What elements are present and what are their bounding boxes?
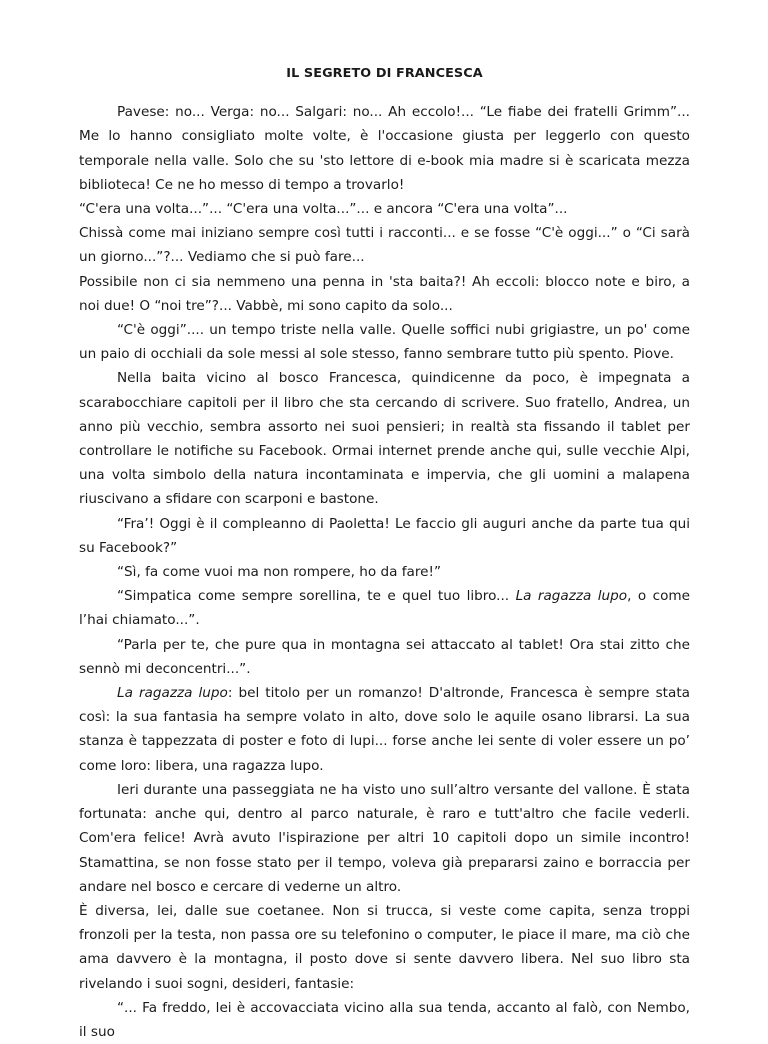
paragraph-text: Chissà come mai iniziano sempre così tutti i racconti... e se fosse “C'è oggi...” o “Ci sarà un giorno...”?... Vediamo che si può fare... — [79, 225, 690, 266]
paragraph — [79, 221, 690, 269]
paragraph — [79, 366, 690, 511]
paragraph-text: Nella baita vicino al bosco Francesca, quindicenne da poco, è impegnata a scarabocchiare capitoli per il libro che sta cercando di scrivere. Suo fratello, Andrea, un anno più vecchio, sembra assorto nei suoi pensieri; in realtà sta fissando il tablet per controllare le notifiche su Facebook. Ormai internet prende anche qui, sulle vecchie Alpi, una volta simbolo della natura incontaminata e impervia, che gli uomini a malapena riuscivano a sfidare con scarponi e bastone. — [79, 370, 690, 508]
paragraph-text: “C'è oggi”.... un tempo triste nella valle. Quelle soffici nubi grigiastre, un po' come un paio di occhiali da sole messi al sole stesso, fanno sembrare tutto più spento. Piove. — [79, 322, 690, 363]
document-body — [79, 100, 690, 1044]
paragraph-text: “... Fa freddo, lei è accovacciata vicino alla sua tenda, accanto al falò, con Nembo, il suo — [79, 999, 690, 1040]
document-page — [79, 62, 690, 1044]
paragraph-text: “Simpatica come sempre sorellina, te e quel tuo libro... — [117, 588, 516, 605]
paragraph-text: : bel titolo per un romanzo! D'altronde, Francesca è sempre stata così: la sua fantasia ha sempre volato in alto, dove solo le aquile osano librarsi. La sua stanza è tappezzata di poster e foto di lupi... forse anche lei sente di voler essere un po’ come loro: libera, una ragazza lupo. — [79, 685, 690, 774]
paragraph — [79, 899, 690, 996]
paragraph-text: “Fra’! Oggi è il compleanno di Paoletta! Le faccio gli auguri anche da parte tua qui su Facebook?” — [79, 515, 690, 556]
document-title: IL SEGRETO DI FRANCESCA — [286, 66, 483, 81]
paragraph-text: Pavese: no... Verga: no... Salgari: no... Ah eccolo!... “Le fiabe dei fratelli Grimm”... Me lo hanno consigliato molte volte, è l'occasione giusta per leggerlo con questo temporale nella valle. Solo che su 'sto lettore di e-book mia madre si è scaricata mezza biblioteca! Ce ne ho messo di tempo a trovarlo! — [79, 104, 690, 193]
paragraph — [79, 681, 690, 778]
paragraph-text: , o come l’hai chiamato...”. — [79, 588, 690, 629]
paragraph-text: “Sì, fa come vuoi ma non rompere, ho da fare!” — [117, 564, 442, 581]
paragraph-text: È diversa, lei, dalle sue coetanee. Non si trucca, si veste come capita, senza troppi fronzoli per la testa, non passa ore su telefonino o computer, le piace il mare, ma ciò che ama davvero è la montagna, il posto dove si sente davvero libera. Nel suo libro sta rivelando i suoi sogni, desideri, fantasie: — [79, 902, 690, 992]
paragraph-text: “Parla per te, che pure qua in montagna sei attaccato al tablet! Ora stai zitto che sennò mi deconcentri...”. — [79, 636, 690, 677]
paragraph — [79, 512, 690, 560]
paragraph — [79, 633, 690, 681]
paragraph — [79, 560, 690, 584]
italic-text: La ragazza lupo — [117, 685, 228, 702]
paragraph — [79, 584, 690, 632]
paragraph — [79, 270, 690, 318]
paragraph-text: Ieri durante una passeggiata ne ha visto uno sull’altro versante del vallone. È stata fortunata: anche qui, dentro al parco naturale, è raro e tutt'altro che facile vederli. Com'era felice! Avrà avuto l'ispirazione per altri 10 capitoli dopo un simile incontro! Stamattina, se non fosse stato per il tempo, voleva già prepararsi zaino e borraccia per andare nel bosco e cercare di vederne un altro. — [79, 781, 690, 895]
paragraph — [79, 197, 690, 221]
paragraph — [79, 100, 690, 197]
paragraph — [79, 996, 690, 1044]
paragraph-text: “C'era una volta...”... “C'era una volta...”... e ancora “C'era una volta”... — [79, 201, 568, 218]
paragraph — [79, 318, 690, 366]
italic-text: La ragazza lupo — [515, 588, 628, 605]
paragraph-text: Possibile non ci sia nemmeno una penna in 'sta baita?! Ah eccoli: blocco note e biro, a noi due! O “noi tre”?... Vabbè, mi sono capito da solo... — [79, 273, 690, 314]
paragraph — [79, 778, 690, 899]
